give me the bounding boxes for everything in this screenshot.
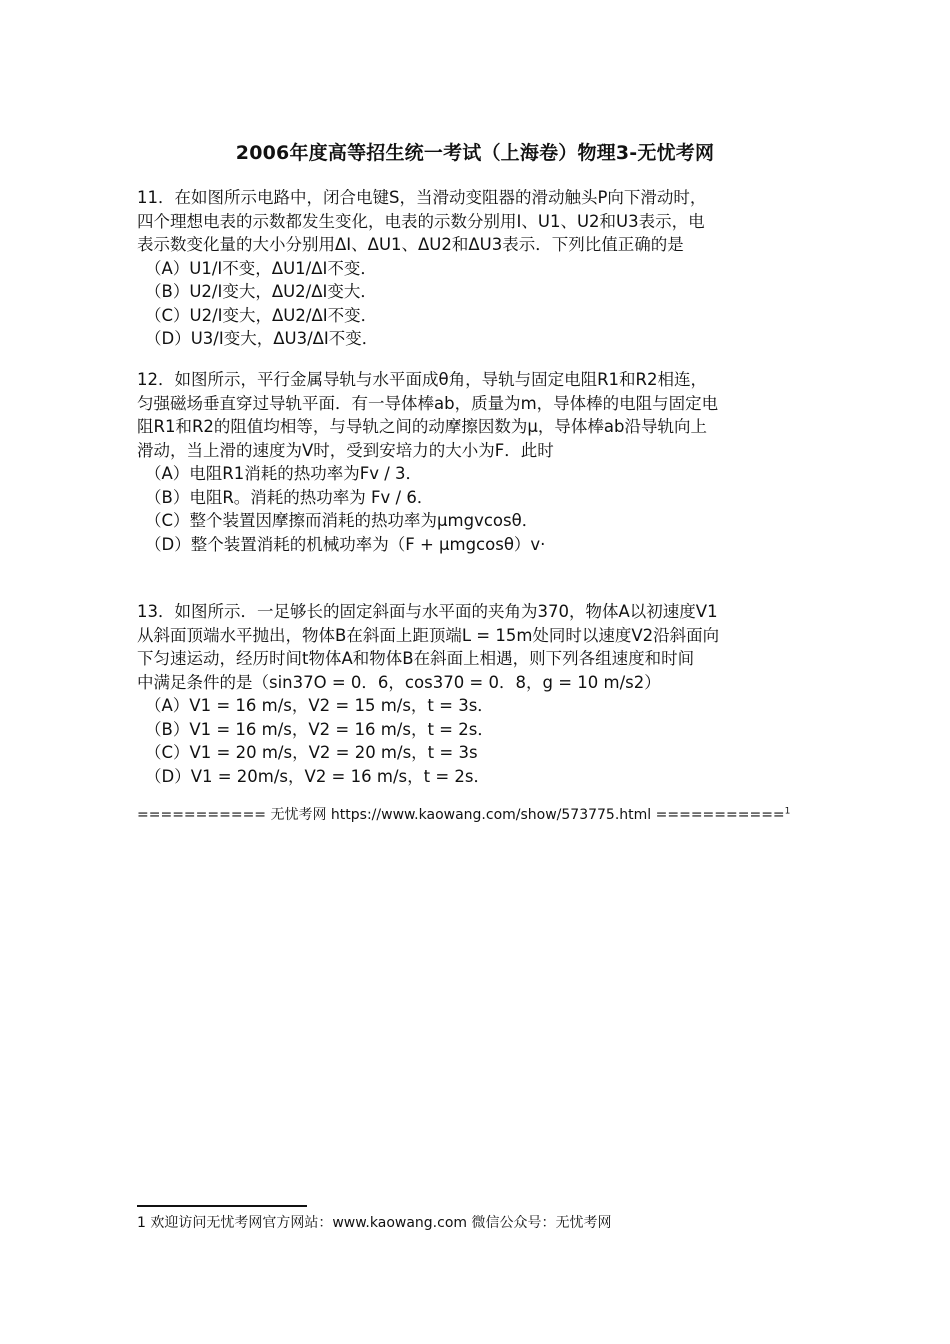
question-stem-line: 下匀速运动，经历时间t物体A和物体B在斜面上相遇，则下列各组速度和时间 — [137, 649, 695, 668]
question-11 — [137, 186, 817, 351]
option-b: （B）V1 = 16 m/s，V2 = 16 m/s，t = 2s． — [145, 719, 494, 739]
option-a: （A）电阻R1消耗的热功率为Fv / 3． — [145, 464, 423, 483]
question-stem-line: 阻R1和R2的阻值均相等，与导轨之间的动摩擦因数为μ，导体棒ab沿导轨向上 — [137, 417, 708, 436]
source-line — [137, 804, 790, 824]
footnote: 1 欢迎访问无忧考网官方网站：www.kaowang.com 微信公众号：无忧考网 — [137, 1215, 612, 1231]
option-c: （C）整个装置因摩擦而消耗的热功率为μmgvcosθ． — [145, 511, 539, 530]
question-12 — [137, 368, 817, 556]
question-stem-line: 12．如图所示，平行金属导轨与水平面成θ角，导轨与固定电阻R1和R2相连， — [137, 370, 708, 389]
option-b: （B）U2/I变大，ΔU2/ΔI变大． — [145, 282, 377, 301]
question-stem-line: 中满足条件的是（sin37O = 0．6，cos370 = 0．8，g = 10 m/s2） — [137, 672, 661, 692]
option-a: （A）U1/I不变，ΔU1/ΔI不变． — [145, 258, 377, 278]
option-a: （A）V1 = 16 m/s，V2 = 15 m/s，t = 3s． — [145, 696, 494, 715]
option-d: （D）V1 = 20m/s，V2 = 16 m/s，t = 2s． — [145, 766, 490, 786]
option-c: （C）U2/I变大，ΔU2/ΔI不变． — [145, 305, 378, 325]
option-d: （D）U3/I变大，ΔU3/ΔI不变． — [145, 329, 379, 348]
option-c: （C）V1 = 20 m/s，V2 = 20 m/s，t = 3s — [145, 743, 478, 762]
footnote-divider — [137, 1205, 307, 1207]
page-title: 2006年度高等招生统一考试（上海卷）物理3-无忧考网 — [235, 142, 715, 164]
question-13 — [137, 600, 817, 788]
source-link-text[interactable]: =========== 无忧考网 https://www.kaowang.com/show/573775.html =========== — [137, 807, 785, 823]
question-stem-line: 从斜面顶端水平抛出，物体B在斜面上距顶端L = 15m处同时以速度V2沿斜面向 — [137, 625, 720, 645]
question-stem-line: 11．在如图所示电路中，闭合电键S，当滑动变阻器的滑动触头P向下滑动时， — [137, 188, 707, 207]
question-stem-line: 滑动，当上滑的速度为V时，受到安培力的大小为F．此时 — [137, 440, 554, 460]
question-stem-line: 13．如图所示．一足够长的固定斜面与水平面的夹角为370，物体A以初速度V1 — [137, 602, 718, 621]
question-stem-line: 表示数变化量的大小分别用ΔI、ΔU1、ΔU2和ΔU3表示．下列比值正确的是 — [137, 235, 684, 254]
footnote-mark: 1 — [784, 806, 791, 817]
question-stem-line: 匀强磁场垂直穿过导轨平面．有一导体棒ab，质量为m，导体棒的电阻与固定电 — [137, 393, 719, 413]
option-b: （B）电阻R。消耗的热功率为 Fv / 6． — [145, 487, 434, 507]
option-d: （D）整个装置消耗的机械功率为（F + μmgcosθ）v· — [145, 534, 546, 554]
question-stem-line: 四个理想电表的示数都发生变化，电表的示数分别用I、U1、U2和U3表示，电 — [137, 211, 705, 231]
